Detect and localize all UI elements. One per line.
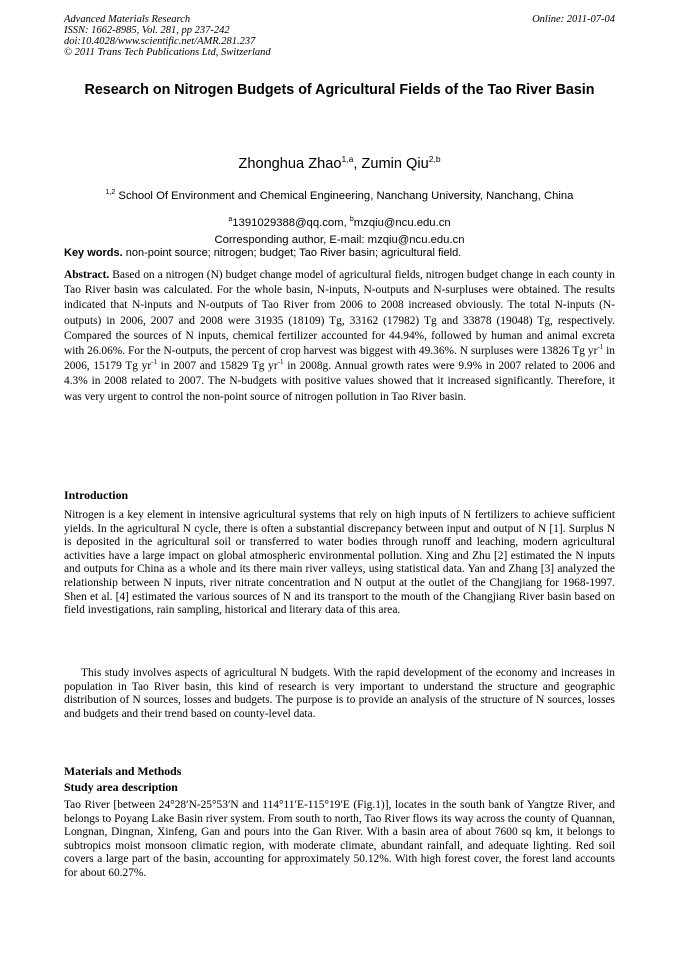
subsection-heading: Study area description: [64, 780, 178, 794]
affiliation: [64, 186, 615, 203]
paper-title: Research on Nitrogen Budgets of Agricultural Fields of the Tao River Basin: [84, 82, 595, 98]
email-address: 1391029388@qq.com,: [232, 217, 350, 229]
journal-header: [64, 14, 615, 58]
abstract-text: in 2006, 15179 Tg yr: [64, 345, 615, 373]
contact-block: [64, 211, 615, 249]
email-address: mzqiu@ncu.edu.cn: [353, 217, 451, 229]
affiliation-text: School Of Environment and Chemical Engineering, Nanchang University, Nanchang, China: [115, 190, 574, 202]
copyright-line: © 2011 Trans Tech Publications Ltd, Switzerland: [64, 47, 271, 58]
keywords-label: Key words.: [64, 247, 123, 259]
abstract-superscript: -1: [597, 343, 604, 352]
abstract-text: in 2008g. Annual growth rates were 9.9% in 2007 related to 2006 and 4.3% in 2008 related to 2007. The N-budgets with positive values showed that it increased significantly. Therefore, it was very urgent to control the non-point source of nitrogen pollution in Tao River basin.: [64, 360, 615, 403]
affiliation-superscript: 1,2: [105, 189, 116, 196]
author-name: Zhonghua Zhao: [238, 156, 342, 172]
intro-paragraph: Nitrogen is a key element in intensive agricultural systems that rely on high inputs of N fertilizers to achieve sufficient yields. In the agricultural N cycle, there is often a substantial discrepancy between input and output of N [1]. Surplus N is deposited in the agricultural soil or transferred to water bodies through runoff and leaching, modern agricultural activities have a large impact on global atmospheric environmental pollution. Xing and Zhu [2] estimated the N inputs and outputs for China as a whole and its there main river valleys, using statistical data. Yan and Zhang [3] analyzed the relationship between N inputs, river nitrate concentration and N output at the outlet of the Changjiang for 1968-1997. Shen et al. [4] estimated the various sources of N and its transport to the mouth of the Changjiang River basin based on field investigations, rain sampling, historical and literary data of this area.: [64, 509, 615, 617]
intro-paragraph: This study involves aspects of agricultural N budgets. With the rapid development of the economy and increases in population in Tao River basin, this kind of research is very important to understand the structure and geographic distribution of N sources, losses and budgets. The purpose is to provide an analysis of the structure of N sources, losses and budgets and their trend based on county-level data.: [64, 667, 615, 720]
issn-line: ISSN: 1662-8985, Vol. 281, pp 237-242: [64, 25, 230, 36]
section-heading-introduction: Introduction: [64, 488, 129, 502]
journal-name: Advanced Materials Research: [64, 14, 191, 25]
abstract-label: Abstract.: [64, 269, 110, 281]
abstract-superscript: -1: [151, 358, 157, 367]
abstract: [64, 268, 615, 405]
doi-line: doi:10.4028/www.scientific.net/AMR.281.237: [64, 36, 256, 47]
email-line: [64, 211, 615, 232]
author-superscript: 2,b: [428, 154, 441, 164]
author-separator: ,: [353, 156, 362, 172]
author-name: Zumin Qiu: [361, 156, 429, 172]
email-superscript: a: [228, 216, 233, 223]
abstract-superscript: -1: [277, 358, 284, 367]
abstract-text: in 2007 and 15829 Tg yr: [156, 360, 278, 373]
author-superscript: 1,a: [341, 154, 354, 164]
keywords: [64, 246, 615, 260]
corresponding-author: Corresponding author, E-mail: mzqiu@ncu.edu.cn: [214, 234, 465, 246]
online-date: Online: 2011-07-04: [532, 14, 615, 25]
author-line: [64, 150, 615, 173]
section-heading-methods: Materials and Methods: [64, 764, 182, 778]
keywords-text: non-point source; nitrogen; budget; Tao River basin; agricultural field.: [122, 247, 462, 259]
email-superscript: b: [349, 216, 354, 223]
abstract-text: Based on a nitrogen (N) budget change model of agricultural fields, nitrogen budget change in each county in Tao River basin was calculated. For the whole basin, N-inputs, N-outputs and N-surpluses were obtained. The results indicated that N-inputs and N-outputs of Tao River from 2006 to 2008 increased obviously. The total N-inputs (N-outputs) in 2006, 2007 and 2008 were 31935 (18109) Tg, 33162 (17982) Tg and 33878 (19048) Tg, respectively. Compared the sources of N inputs, chemical fertilizer accounted for 44.94%, followed by human and animal excreta with 26.06%. For the N-outputs, the percent of crop harvest was biggest with 49.36%. N surpluses were 13826 Tg yr: [64, 269, 615, 358]
methods-paragraph: Tao River [between 24°28′N-25°53′N and 114°11′E-115°19′E (Fig.1)], locates in the south bank of Yangtze River, and belongs to Poyang Lake Basin river system. From south to north, Tao River flows its way across the county of Quannan, Longnan, Dingnan, Xinfeng, Gan and pours into the Gan River. With a basin area of about 7600 sq km, it belongs to subtropics moist monsoon climatic region, with moderate climate, abundant rainfall, and adequate lighting. Red soil covers a large part of the basin, accounting for approximately 50.12%. With high forest cover, the forest land accounts for about 60.27%.: [64, 799, 615, 879]
